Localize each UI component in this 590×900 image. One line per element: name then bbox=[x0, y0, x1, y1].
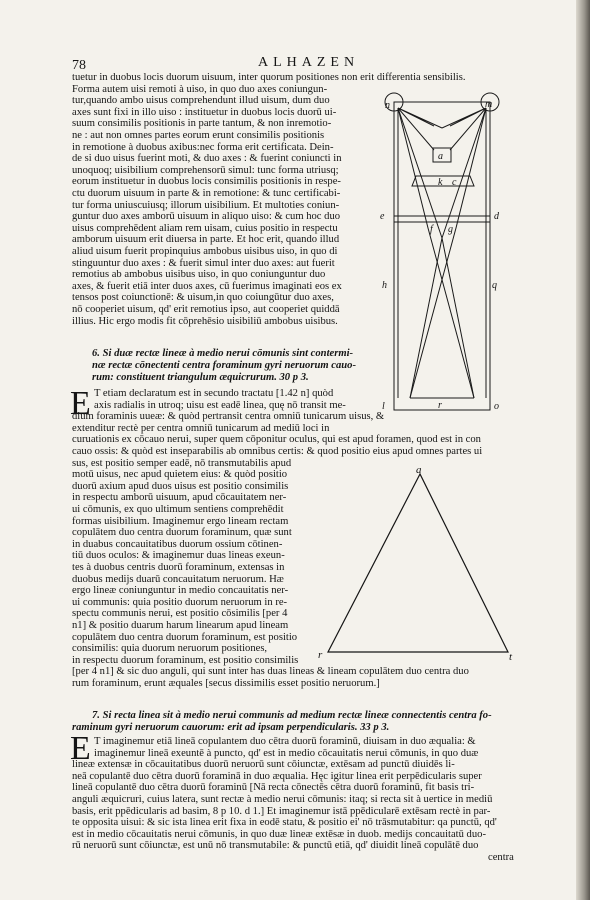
drop-cap-e: E bbox=[70, 385, 91, 422]
text-line: formas uisibilium. Imaginemur ergo lineam rectam bbox=[72, 515, 289, 527]
text-line: lineæ extensæ in cōcauitatibus duorū neruorū sunt cōiunctæ, extēsam ad punctū diuidēs li- bbox=[72, 759, 455, 771]
text-line: raminum gyri neruorum cauorum: erit ad ipsam perpendicularis. 33 p 3. bbox=[72, 722, 390, 733]
text-line: rum: constituent triangulum æquicrurum. 30 p 3. bbox=[92, 372, 309, 383]
text-line: stinguuntur duo axes : & fuerit simul inter duo axes: aut fuerit bbox=[72, 257, 335, 269]
text-line: est in medio cōcauitatis nerui cōmunis, in quo duæ lineæ extēsæ in duob. medijs concauitatū duo- bbox=[72, 828, 486, 840]
label-o: o bbox=[494, 401, 499, 412]
label-q: q bbox=[492, 280, 497, 291]
text-line: rum foraminum, erunt æquales [secus dissimilis esset positio neruorum.] bbox=[72, 678, 380, 689]
text-line: ui communis: quia positio duorum neruorum in re- bbox=[72, 596, 288, 608]
text-line: [per 4 n1] & sic duo anguli, qui sunt inter has duas lineas & lineam copulātem duo centra duo bbox=[72, 666, 469, 678]
text-line: nō cooperiet uisum, qd' erit remotius ipso, aut cooperiet quiddā bbox=[72, 304, 340, 315]
text-line: de si duo uisus fuerint moti, & duo axes : & fuerint coniuncti in bbox=[72, 153, 342, 165]
text-line: rū neruorū sunt cōiunctæ, est unū nō transmutabile: & punctū etiā, qd' diuidit lineā copulātē duo bbox=[72, 840, 479, 852]
label-l: l bbox=[382, 401, 385, 412]
label-k: k bbox=[438, 177, 443, 188]
running-title: ALHAZEN bbox=[258, 55, 360, 70]
text-line: duobus medijs duarū concauitatum neruorum. Hæ bbox=[72, 573, 284, 585]
text-line: unoquoq; uisibilium comprehensorū simul: tunc forma utriusq; bbox=[72, 164, 339, 176]
label-m: m bbox=[485, 99, 493, 110]
text-line: 7. Si recta linea sit à medio nerui communis ad medium rectæ lineæ connectentis centra fo- bbox=[92, 710, 492, 721]
text-line: copulātem duo centra duorum foraminum, quæ sunt bbox=[72, 527, 292, 539]
text-line: ne : aut non omnes partes eorum erunt consimilis positionis bbox=[72, 130, 325, 141]
label-g: g bbox=[448, 224, 453, 235]
text-line: n1] & positio duarum harum linearum apud lineam bbox=[72, 620, 289, 631]
text-line: ctu duorum uisuum in parte & in remotione: & tunc certificabi- bbox=[72, 188, 341, 199]
book-spine-edge bbox=[576, 0, 590, 900]
text-line: in respectu duorum foraminum, est positio consimilis bbox=[72, 654, 299, 666]
text-line: basis, erit ppēdicularis ad basim, 8 p 10. d 1.] Et imaginemur istā ppēdicularē extēsam rectè in par- bbox=[72, 805, 491, 817]
figure-visual-rays bbox=[378, 88, 506, 414]
label-a: a bbox=[438, 151, 443, 162]
text-line: tes à duobus centris duorū foraminum, extensas in bbox=[72, 562, 285, 573]
text-line: uisus comprehēdent aliam rem uisam, cuius positio in respectu bbox=[72, 222, 338, 234]
text-line: curuationis ex cōcauo nerui, super quem cōponitur oculus, qui est apud foramen, quod est in con bbox=[72, 434, 481, 446]
text-line: extenditur rectè per centra omniū tunicarum ad mediū loci in bbox=[72, 422, 330, 434]
page-number: 78 bbox=[72, 58, 86, 73]
text-line: aliud uisum fuerit propinquius ambobus uisibus uiso, in quo di bbox=[72, 246, 338, 257]
text-line: axes sunt fixi in illo uiso : instituetur in duobus locis duorū ui- bbox=[72, 106, 337, 118]
text-line: tiū duos oculos: & imaginemur duas lineas exeun- bbox=[72, 550, 285, 562]
text-line: in remotione à duobus axibus:nec forma erit certificata. Dein- bbox=[72, 141, 334, 153]
text-line: suum consimilis positionis in parte tantum, & non inremotio- bbox=[72, 118, 332, 130]
text-line: ui cōmunis, ex quo ultimum sentiens comprehēdit bbox=[72, 504, 284, 515]
text-line: duorū axium apud duos uisus est positio consimilis bbox=[72, 480, 289, 492]
text-line: motū uisus, nec apud quietem eius: & quòd positio bbox=[72, 469, 288, 481]
text-line: tur forma uniuscuiusq; illorum uisibilium. Et multoties coniun- bbox=[72, 199, 340, 211]
text-line: imaginemur lineā exeuntē à puncto, qd' est in medio cōcauitatis nerui cōmunis, in quo duæ bbox=[94, 747, 479, 759]
label-base-t: t bbox=[509, 651, 513, 663]
label-n: n bbox=[385, 100, 390, 111]
text-line: Forma autem uisi remoti à uiso, in quo duo axes coniungun- bbox=[72, 83, 328, 95]
text-line: illius. Hic ergo modis fit cōprehēsio uisibiliū ambobus uisibus. bbox=[72, 315, 338, 327]
text-line: T imaginemur etiā lineā copulantem duo cētra duorū foraminū, diuisam in duo æqualia: & bbox=[94, 736, 476, 747]
text-line: in respectu amborū uisuum, apud cōcauitatem ner- bbox=[72, 492, 287, 504]
text-line: T etiam declaratum est in secundo tractatu [1.42 n] quòd bbox=[94, 388, 334, 399]
label-f: f bbox=[430, 224, 433, 235]
text-line: eorum instituetur in duobus locis consimilis positionis in respe- bbox=[72, 176, 341, 188]
text-line: dium foraminis uueæ: & quòd pertransit centra omniū tunicarum uisus, & bbox=[72, 411, 385, 423]
text-line: ergo lineæ coniunguntur in medio concauitatis ner- bbox=[72, 585, 289, 597]
text-line: centra bbox=[488, 852, 514, 863]
label-e: e bbox=[380, 211, 385, 222]
label-r: r bbox=[438, 400, 442, 411]
text-line: amborum uisuum erit diuersa in parte. Et hoc erit, quando illud bbox=[72, 234, 340, 246]
text-line: axes, & fuerit etiā inter duos axes, cū fuerimus imaginati eos ex bbox=[72, 280, 342, 292]
text-line: guntur duo axes amborū uisuum in aliquo uiso: & cum hoc duo bbox=[72, 211, 341, 223]
label-apex-a: a bbox=[416, 464, 422, 476]
text-line: tuetur in duobus locis duorum uisuum, inter quorum positiones non erit differentia sensibilis. bbox=[72, 72, 466, 83]
text-line: cauo ossis: & quòd est inseparabilis ab omnibus certis: & quod positio eius apud omnes partes ui bbox=[72, 446, 483, 457]
text-line: lineā copulantē duo cētra duorū foraminū [Nā recta cōnectēs cētra duorū foraminū, fit basis tri- bbox=[72, 782, 475, 794]
label-d: d bbox=[494, 211, 499, 222]
text-line: in duabus concauitatibus duorum ossium cōtinen- bbox=[72, 538, 283, 550]
triangle-shape bbox=[328, 474, 508, 652]
text-line: anguli æquicruri, cuius latera, sunt rectæ à medio nerui cōmunis: itaq; si recta sit à uertice in mediū bbox=[72, 794, 493, 805]
label-h: h bbox=[382, 280, 387, 291]
text-line: te opposita uisui: & sic ista linea erit fixa in eodē statu, & positio ei' nō trāsmutabitur: qa punctū, qd' bbox=[72, 817, 497, 829]
text-line: axis radialis in utroq; uisu est eadē linea, quę nō transit me- bbox=[94, 399, 346, 411]
text-line: spectu communis nerui, est positio cōsimilis [per 4 bbox=[72, 608, 288, 620]
label-c: c bbox=[452, 177, 457, 188]
text-line: tensos post coiunctionē: & uisum,in quo coiungūtur duo axes, bbox=[72, 292, 334, 304]
text-line: copulātem duo centra duorum foraminum, est positio bbox=[72, 631, 298, 643]
text-line: næ rectæ cōnectenti centra foraminum gyri neruorum cauo- bbox=[92, 360, 356, 371]
drop-cap-e-2: E bbox=[70, 730, 91, 767]
figure-isosceles-triangle bbox=[318, 464, 518, 690]
text-line: sus, est positio semper eadē, nō transmutabilis apud bbox=[72, 457, 292, 469]
text-line: consimilis: quia duorum neruorum positiones, bbox=[72, 643, 268, 655]
label-base-r: r bbox=[318, 649, 323, 661]
text-line: tur,quando ambo uisus comprehendunt illud uisum, dum duo bbox=[72, 95, 330, 107]
text-line: remotius ab ambobus uisibus uiso, in quo coniunguntur duo bbox=[72, 269, 326, 281]
text-line: neā copulantē duo cētra duorū foraminā in duo æqualia. Hęc igitur linea erit perpēdicularis super bbox=[72, 770, 482, 782]
text-line: 6. Si duæ rectæ lineæ à medio nerui cōmunis sint contermi- bbox=[92, 348, 354, 359]
